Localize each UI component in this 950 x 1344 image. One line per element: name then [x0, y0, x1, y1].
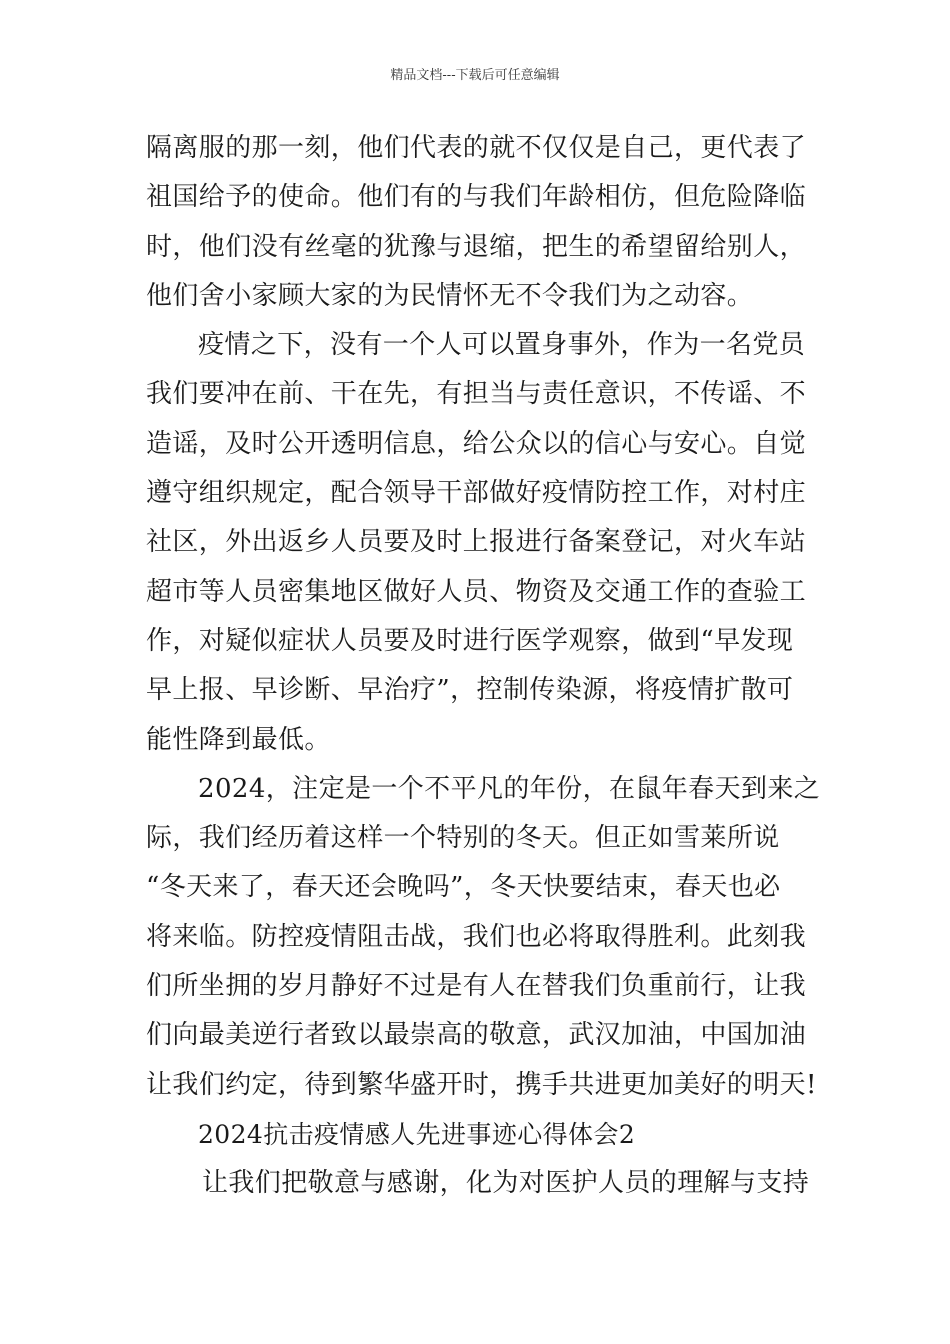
- text-line: 们向最美逆行者致以最崇高的敬意，武汉加油，中国加油: [146, 1020, 807, 1051]
- text-line: 社区，外出返乡人员要及时上报进行备案登记，对火车站: [146, 527, 807, 558]
- text-line: 作，对疑似症状人员要及时进行医学观察，做到“早发现: [146, 625, 794, 656]
- text-line: 时，他们没有丝毫的犹豫与退缩，把生的希望留给别人，: [146, 231, 807, 262]
- text-line: 他们舍小家顾大家的为民情怀无不令我们为之动容。: [146, 280, 754, 311]
- page-header: 精品文档---下载后可任意编辑: [390, 68, 560, 83]
- text-line: “冬天来了，春天还会晚吗”，冬天快要结束，春天也必: [146, 872, 781, 903]
- paragraph-start: 疫情之下，没有一个人可以置身事外，作为一名党员: [198, 330, 806, 361]
- paragraph-start: 让我们把敬意与感谢，化为对医护人员的理解与支持: [202, 1168, 810, 1199]
- text-line: 遵守组织规定，配合领导干部做好疫情防控工作，对村庄: [146, 478, 807, 509]
- text-line: 超市等人员密集地区做好人员、物资及交通工作的查验工: [146, 576, 807, 607]
- text-line: 早上报、早诊断、早治疗”，控制传染源，将疫情扩散可: [146, 675, 794, 706]
- text-line: 祖国给予的使命。他们有的与我们年龄相仿，但危险降临: [146, 182, 807, 213]
- document-body: [146, 124, 821, 1209]
- text-line: 我们要冲在前、干在先，有担当与责任意识，不传谣、不: [146, 379, 807, 410]
- text-line: 们所坐拥的岁月静好不过是有人在替我们负重前行，让我: [146, 971, 807, 1002]
- text-line: 将来临。防控疫情阻击战，我们也必将取得胜利。此刻我: [146, 921, 807, 952]
- text-line: 隔离服的那一刻，他们代表的就不仅仅是自己，更代表了: [146, 133, 807, 163]
- text-line: 际，我们经历着这样一个特别的冬天。但正如雪莱所说: [146, 823, 780, 854]
- text-line: 让我们约定，待到繁华盛开时，携手共进更加美好的明天!: [146, 1069, 817, 1100]
- text-line: 造谣，及时公开透明信息，给公众以的信心与安心。自觉: [146, 428, 807, 459]
- text-line: 能性降到最低。: [146, 724, 331, 755]
- section-heading: 2024抗击疫情感人先进事迹心得体会2: [198, 1119, 636, 1149]
- paragraph-start: 2024，注定是一个不平凡的年份，在鼠年春天到来之: [198, 773, 821, 804]
